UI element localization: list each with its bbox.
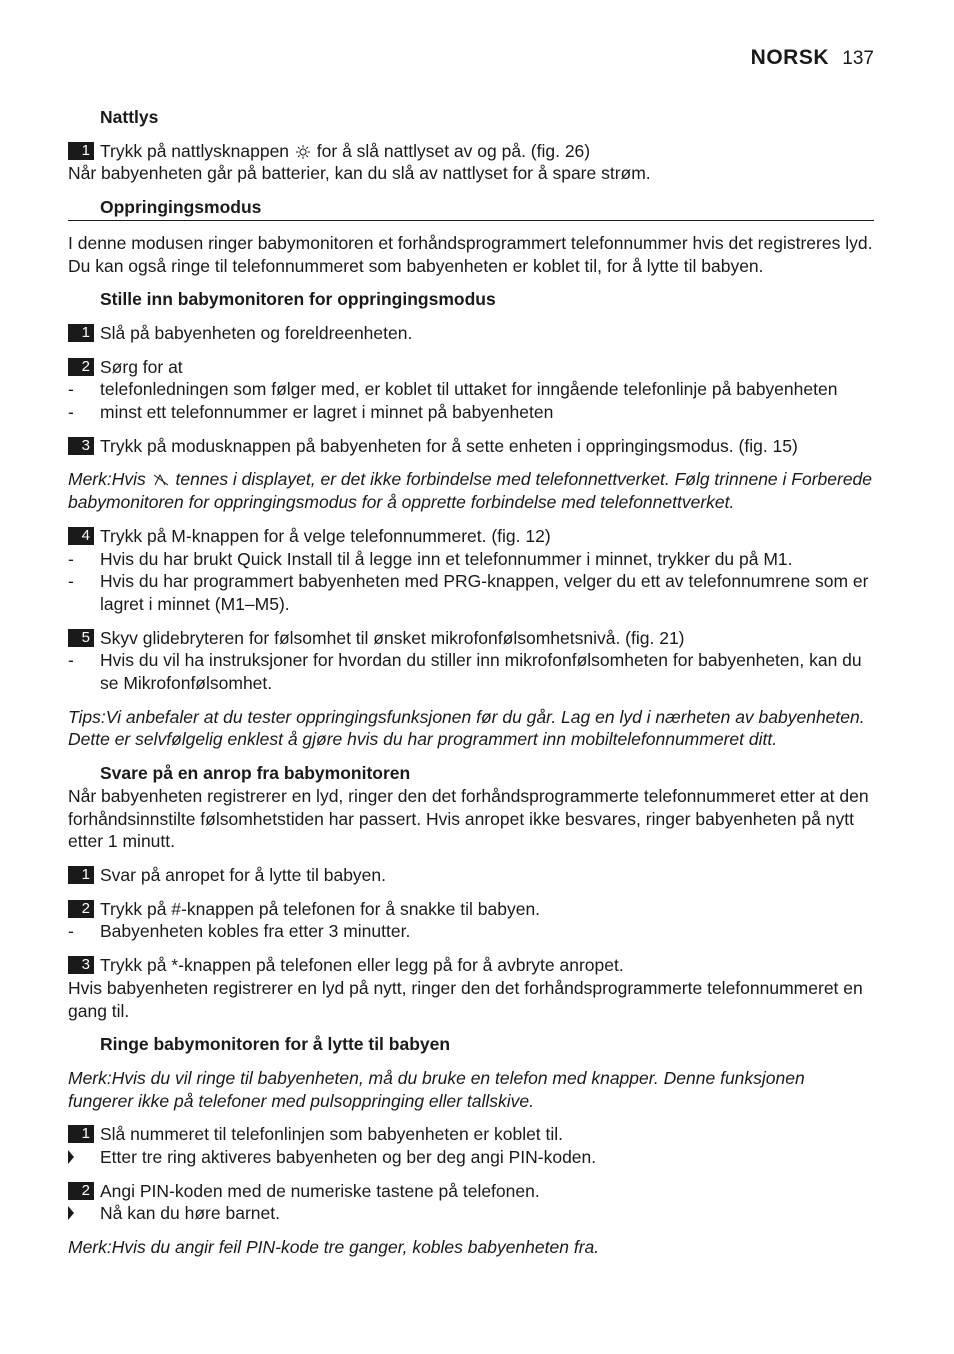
language-label: NORSK [750,46,830,69]
setup-step-2: 2 Sørg for at [68,356,874,379]
setup-tip: Tips:Vi anbefaler at du tester oppringingsfunksjonen før du går. Lag en lyd i nærheten av babyenheten. Dette er selvfølgelig enklest å gjøre hvis du har programmert inn mobiltelefonnummeret ditt. [68,706,865,750]
result-item: Etter tre ring aktiveres babyenheten og ber deg angi PIN-koden. [68,1146,874,1169]
heading-ringe: Ringe babymonitoren for å lytte til babyen [100,1034,451,1055]
list-item: - Hvis du har brukt Quick Install til å legge inn et telefonnummer i minnet, trykker du på M1. [68,548,793,569]
night-light-icon [296,145,310,159]
setup-step-1: 1 Slå på babyenheten og foreldreenheten. [68,322,874,345]
list-item: - telefonledningen som følger med, er koblet til uttaket for inngående telefonlinje på babyenheten [68,379,838,400]
call-step-1: 1 Slå nummeret til telefonlinjen som babyenheten er koblet til. [68,1123,874,1146]
page-header [751,46,874,70]
heading-nattlys: Nattlys [100,107,159,127]
list-item: - Babyenheten kobles fra etter 3 minutter. [68,921,411,942]
heading-stille-inn: Stille inn babymonitoren for oppringingsmodus [100,289,496,310]
answer-step-1: 1 Svar på anropet for å lytte til babyen. [68,864,874,887]
heading-svare: Svare på en anrop fra babymonitoren [100,763,411,784]
answer-step-2: 2 Trykk på #-knappen på telefonen for å snakke til babyen. [68,898,874,921]
setup-note: Merk:Hvis tennes i displayet, er det ikke forbindelse med telefonnettverket. Følg trinnene i Forberede babymonitoren for oppringingsmodus for å opprette forbindelse med telefonnettverket. [68,469,873,513]
answer-step-3: 3 Trykk på *-knappen på telefonen eller legg på for å avbryte anropet. [68,954,874,977]
document-body [68,106,874,1259]
oppringing-intro: I denne modusen ringer babymonitoren et forhåndsprogrammert telefonnummer hvis det registreres lyd. Du kan også ringe til telefonnummeret som babyenheten er koblet til, for å lytte til babyen. [68,232,873,276]
arrow-right-icon [68,1206,74,1220]
setup-step-4: 4 Trykk på M-knappen for å velge telefonnummeret. (fig. 12) [68,525,874,548]
list-item: - Hvis du vil ha instruksjoner for hvordan du stiller inn mikrofonfølsomheten for babyenheten, kan du se Mikrofonfølsomhet. [68,650,862,694]
final-note: Merk:Hvis du angir feil PIN-kode tre ganger, kobles babyenheten fra. [68,1237,600,1258]
page-number: 137 [842,48,874,69]
list-item: - Hvis du har programmert babyenheten med PRG-knappen, velger du ett av telefonnumrene som er lagret i minnet (M1–M5). [68,571,869,614]
arrow-right-icon [68,1150,74,1164]
result-item: Nå kan du høre barnet. [68,1202,874,1225]
svare-outro: Hvis babyenheten registrerer en lyd på nytt, ringer den det forhåndsprogrammerte telefonnummeret en gang til. [68,977,863,1021]
nattlys-note: Når babyenheten går på batterier, kan du slå av nattlyset for å spare strøm. [68,163,651,184]
ringe-note: Merk:Hvis du vil ringe til babyenheten, må du bruke en telefon med knapper. Denne funksjonen fungerer ikke på telefoner med pulsoppringing eller tallskive. [68,1067,805,1111]
nattlys-step-1: 1 Trykk på nattlysknappen for å slå nattlyset av og på. (fig. 26) [68,140,874,163]
list-item: - minst ett telefonnummer er lagret i minnet på babyenheten [68,402,554,423]
heading-oppringingsmodus: Oppringingsmodus [68,196,874,221]
svare-intro: Når babyenheten registrerer en lyd, ringer den det forhåndsprogrammerte telefonnummeret etter at den forhåndsinnstilte følsomhetstiden har passert. Hvis anropet ikke besvares, ringer babyenheten på nytt etter 1 minutt. [68,785,869,852]
setup-step-5: 5 Skyv glidebryteren for følsomhet til ønsket mikrofonfølsomhetsnivå. (fig. 21) [68,627,874,650]
step-number: 1 [68,142,94,160]
setup-step-3: 3 Trykk på modusknappen på babyenheten for å sette enheten i oppringingsmodus. (fig. 15) [68,435,874,458]
no-connection-icon [153,473,169,487]
call-step-2: 2 Angi PIN-koden med de numeriske tastene på telefonen. [68,1180,874,1203]
